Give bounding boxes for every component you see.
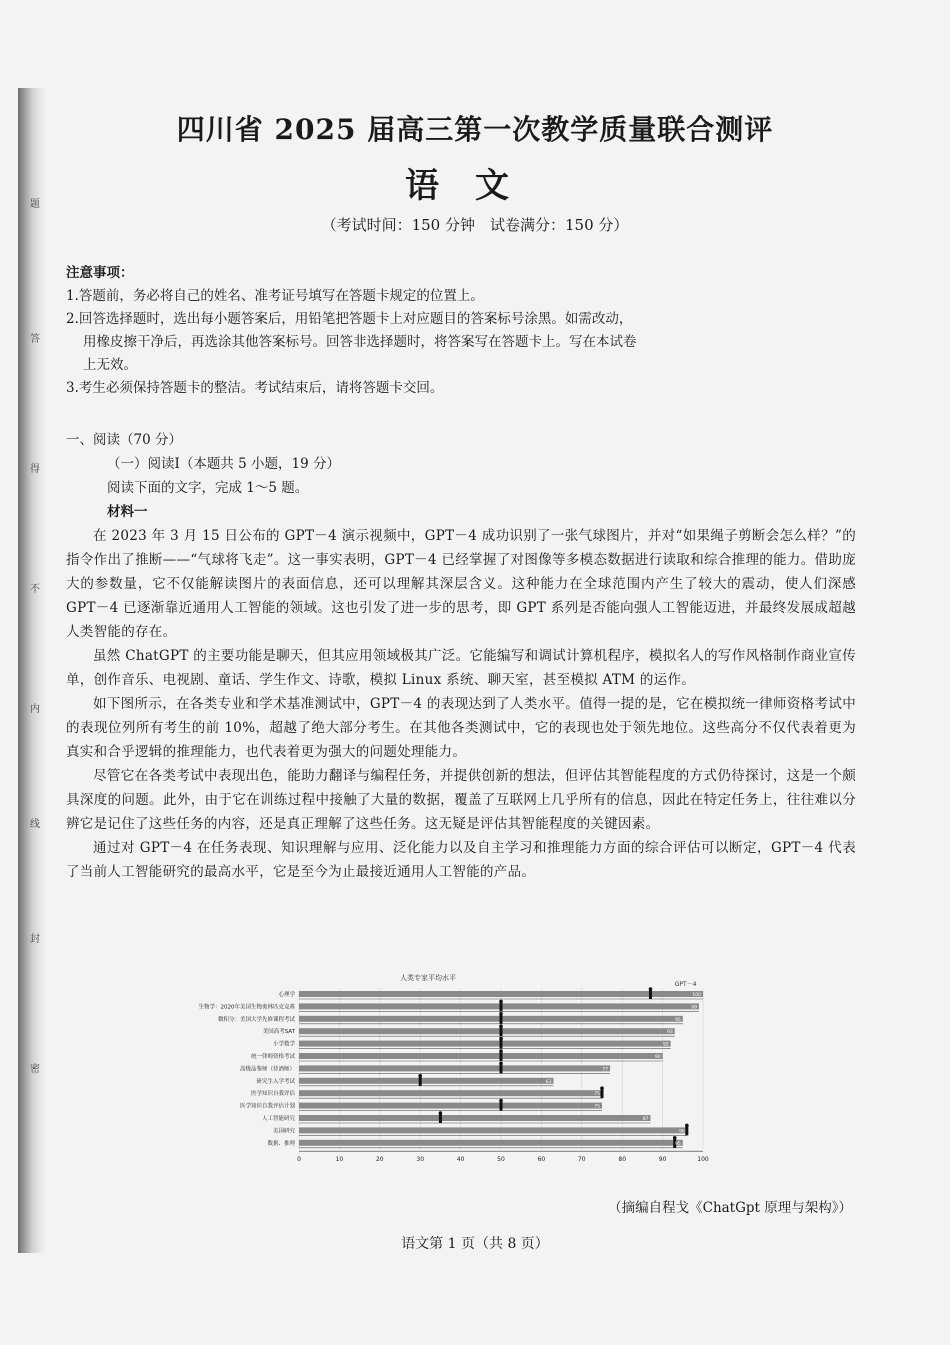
binding-char: 题 [30,199,40,210]
notice-heading: 注意事项： [66,265,134,281]
instruction: 阅读下面的文字，完成 1～5 题。 [107,480,309,496]
benchmark-chart [195,970,740,1195]
chart-human-marker-head [439,1111,443,1115]
chart-human-marker-head [600,1086,604,1090]
chart-human-marker [439,1114,442,1123]
binding-margin [18,88,46,1253]
subsection-heading: （一）阅读Ⅰ（本题共 5 小题，19 分） [107,456,340,472]
chart-human-marker [500,1015,503,1024]
chart-tick-label: 100 [697,1156,709,1164]
notice-item: 3.考生必须保持答题卡的整洁。考试结束后，请将答题卡交回。 [66,380,444,396]
benchmark-chart-svg [195,970,740,1195]
chart-human-marker-head [499,1024,503,1028]
notice-section [66,262,856,400]
notice-item: 2.回答选择题时，选出每小题答案后，用铅笔把答题卡上对应题目的答案标号涂黑。如需改动， [66,311,633,327]
chart-bar [299,991,703,997]
chart-human-marker-head [649,987,653,991]
chart-category-label: 美国高考SAT [262,1029,295,1036]
chart-bar [299,1078,554,1084]
chart-tick-label: 50 [497,1156,505,1164]
chart-tick-label: 10 [335,1156,344,1164]
chart-value-label: 92 [662,1042,669,1048]
chart-value-label: 77 [602,1067,609,1073]
chart-human-marker [500,1064,503,1073]
chart-category-label: 人工智能研究 [261,1116,295,1122]
notice-item-continuation: 上无效。 [83,357,137,373]
notice-item-continuation: 用橡皮擦干净后，再选涂其他答案标号。回答非选择题时，将答案写在答题卡上。写在本试卷 [83,334,637,350]
chart-bar [299,1115,650,1121]
chart-category-label: 心理学 [278,992,295,998]
page-title: 四川省 2025 届高三第一次教学质量联合测评 [176,113,774,146]
chart-bar [299,1041,671,1047]
binding-char: 封 [30,934,40,945]
chart-human-marker [500,1052,503,1061]
chart-bar [299,1103,602,1109]
binding-char: 答 [30,334,40,345]
chart-category-label: 医学知识自我评估 [250,1091,295,1098]
chart-tick-label: 30 [416,1156,425,1164]
chart-tick-label: 40 [456,1156,465,1164]
chart-human-marker-head [499,1062,503,1066]
binding-char: 线 [30,819,40,830]
chart-bar [299,1028,675,1034]
paragraph: 如下图所示，在各类专业和学术基准测试中，GPT－4 的表现达到了人类水平。值得一提的是，它在模拟统一律师资格考试中的表现位列所有考生的前 10%，超越了绝大部分考生。在其他各类测试中，它的表现也处于领先地位。这些高分不仅代表着更为真实和合乎逻辑的推理能力，也代表着更为强大的问题处理能力。 [66,696,856,760]
chart-human-marker [601,1089,604,1098]
chart-human-marker-head [673,1136,677,1140]
chart-tick-label: 80 [618,1156,627,1164]
paragraph: 尽管它在各类考试中表现出色，能助力翻译与编程任务，并提供创新的想法，但评估其智能程度的方式仍待探讨，这是一个颇具深度的问题。此外，由于它在训练过程中接触了大量的数据，覆盖了互联网上几乎所有的信息，因此在特定任务上，往往难以分辨它是记住了这些任务的内容，还是真正理解了这些任务。这无疑是评估其智能程度的关键因素。 [66,768,856,832]
chart-legend: GPT－4 [674,981,697,988]
chart-category-label: 微积分：美国大学先修课程考试 [217,1016,295,1023]
chart-value-label: 95 [675,1017,681,1023]
chart-human-marker [685,1126,688,1135]
chart-bar [299,1140,683,1146]
binding-char: 密 [30,1064,40,1075]
exam-info: （考试时间：150 分钟 试卷满分：150 分） [321,216,629,234]
binding-char: 得 [30,464,40,475]
chart-human-marker [500,1027,503,1036]
notice-item: 1.答题前，务必将自己的姓名、准考证号填写在答题卡规定的位置上。 [66,288,484,304]
chart-bar [299,1065,610,1071]
chart-human-marker [649,990,652,999]
chart-category-label: 小学数学 [272,1041,295,1048]
paragraph: 通过对 GPT－4 在任务表现、知识理解与应用、泛化能力以及自主学习和推理能力方面的综合评估可以断定，GPT－4 代表了当前人工智能研究的最高水平，它是至今为止最接近通用人工智能的产品。 [66,840,856,880]
chart-category-label: 医学知识自我评估计划 [239,1103,295,1110]
chart-category-label: 统一律师资格考试 [250,1054,295,1060]
chart-tick-label: 60 [537,1156,546,1164]
chart-bar [299,1016,683,1022]
chart-human-marker-head [418,1074,422,1078]
subject-title: 语文 [405,166,545,206]
chart-value-label: 93 [666,1030,673,1036]
chart-category-label: 生物学：2020年美国生物奥林匹克竞赛 [198,1004,295,1011]
chart-human-marker [500,1040,503,1049]
chart-bar [299,1053,663,1059]
chart-category-label: 研究生入学考试 [256,1078,295,1085]
chart-value-label: 87 [642,1117,649,1122]
section-heading: 一、阅读（70 分） [66,432,182,448]
chart-value-label: 90 [654,1055,661,1060]
paragraph: 在 2023 年 3 月 15 日公布的 GPT－4 演示视频中，GPT－4 成功识别了一张气球图片，并对“如果绳子剪断会怎么样？”的指令作出了推断——“气球将飞走”。这一事实表明，GPT－4 已经掌握了对图像等多模态数据进行读取和综合推理的能力。借助庞大的参数量，它不仅能解读图片的表面信息，还可以理解其深层含义。这种能力在全球范围内产生了较大的震动，使人们深感 GPT－4 已逐渐靠近通用人工智能的领域。这也引发了进一步的思考，即 GPT 系列是否能向强人工智能迈进，并最终发展成超越人类智能的存在。 [66,528,856,640]
source-caption: （摘编自程戈《ChatGpt 原理与架构》） [608,1200,852,1216]
chart-human-marker-head [685,1124,689,1128]
chart-value-label: 96 [679,1129,685,1135]
page-footer: 语文第 1 页（共 8 页） [401,1236,549,1252]
reading-section [66,428,856,884]
chart-human-marker-head [499,1012,503,1016]
chart-human-marker-head [499,1037,503,1041]
chart-human-marker [500,1002,503,1011]
chart-tick-label: 90 [658,1156,667,1164]
chart-human-marker-head [499,1049,503,1053]
chart-bar [299,1090,602,1096]
chart-category-label: 高级品鉴师（侍酒师） [239,1066,295,1073]
chart-value-label: 95 [675,1141,681,1147]
chart-tick-label: 70 [577,1156,586,1164]
chart-value-label: 63 [545,1079,552,1085]
chart-bar [299,1003,699,1009]
chart-human-marker [419,1077,422,1086]
chart-tick-label: 0 [297,1156,301,1164]
binding-char: 内 [30,704,40,715]
chart-value-label: 75 [594,1092,600,1098]
chart-value-label: 100 [692,993,701,998]
chart-value-label: 99 [691,1005,697,1011]
chart-human-marker-head [499,1000,503,1004]
chart-bar [299,1127,687,1133]
chart-category-label: 数据、推理 [267,1140,295,1147]
chart-human-marker [500,1102,503,1111]
paragraph: 虽然 ChatGPT 的主要功能是聊天，但其应用领域极其广泛。它能编写和调试计算机程序，模拟名人的写作风格制作商业宣传单，创作音乐、电视剧、童话、学生作文、诗歌，模拟 Linux 系统、聊天室，甚至模拟 ATM 的运作。 [66,648,856,688]
chart-category-label: 美国研究 [272,1128,295,1135]
binding-char: 不 [30,584,40,595]
chart-human-marker-head [499,1099,503,1103]
material-label: 材料一 [107,504,148,520]
chart-tick-label: 20 [375,1156,384,1164]
chart-value-label: 75 [594,1104,600,1110]
chart-title: 人类专家平均水平 [400,974,456,982]
